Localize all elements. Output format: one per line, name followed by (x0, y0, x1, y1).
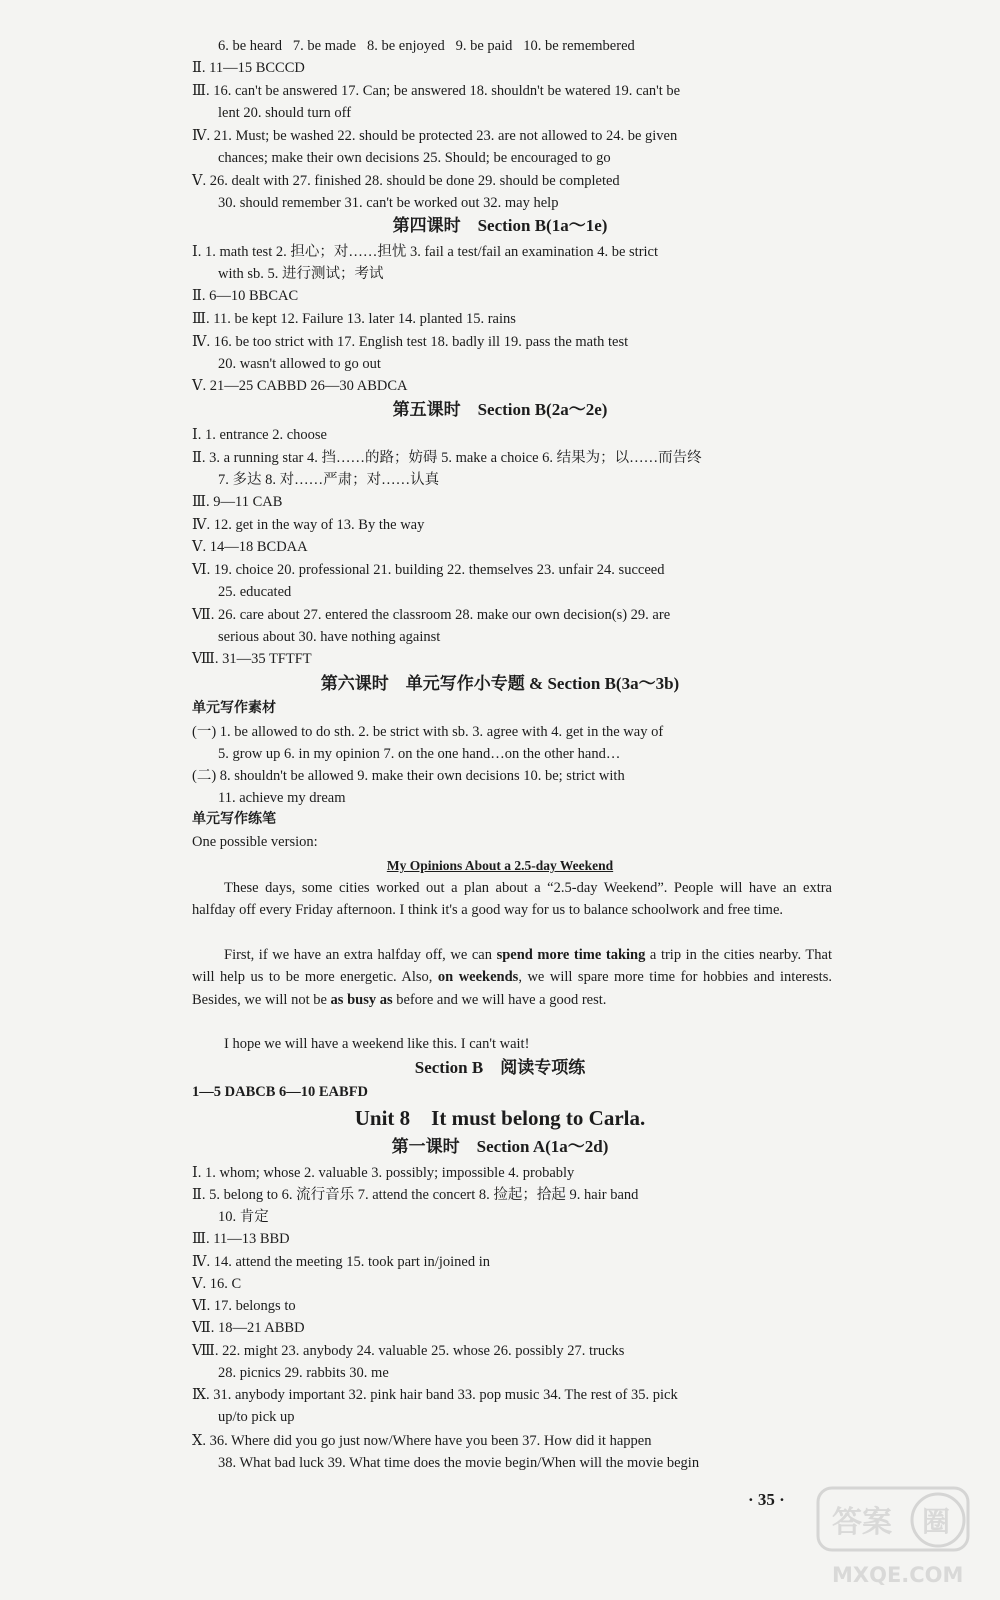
answer-line: Ⅵ. 19. choice 20. professional 21. building 22. themselves 23. unfair 24. succeed (192, 562, 665, 578)
svg-text:MXQE.COM: MXQE.COM (832, 1563, 964, 1587)
section-heading: 第四课时 Section B(1a～1e) (392, 216, 608, 235)
answer-line: 30. should remember 31. can't be worked out 32. may help (218, 195, 559, 211)
answer-line: Ⅴ. 16. C (192, 1276, 242, 1292)
unit-title: Unit 8 It must belong to Carla. (354, 1106, 646, 1130)
answer-line: Ⅳ. 12. get in the way of 13. By the way (192, 517, 425, 533)
watermark-icon (812, 1482, 982, 1592)
answer-line: Ⅷ. 31—35 TFTFT (192, 651, 312, 667)
watermark-logo (812, 1482, 982, 1592)
answer-line: Ⅲ. 11—13 BBD (192, 1231, 290, 1247)
answer-line: 1—5 DABCB 6—10 EABFD (192, 1084, 369, 1100)
essay-title: My Opinions About a 2.5-day Weekend (386, 858, 614, 873)
answer-line: Ⅰ. 1. whom; whose 2. valuable 3. possibly; impossible 4. probably (192, 1165, 575, 1181)
answer-line: Ⅱ. 3. a running star 4. 挡……的路；妨碍 5. make a choice 6. 结果为；以……而告终 (192, 450, 702, 466)
answer-line: One possible version: (192, 834, 318, 850)
answer-line: 11. achieve my dream (218, 790, 346, 806)
answer-line: up/to pick up (218, 1409, 295, 1425)
answer-line: 38. What bad luck 39. What time does the movie begin/When will the movie begin (218, 1455, 700, 1471)
answer-line: Ⅴ. 26. dealt with 27. finished 28. should be done 29. should be completed (192, 173, 620, 189)
answer-line: Ⅷ. 22. might 23. anybody 24. valuable 25. whose 26. possibly 27. trucks (192, 1343, 625, 1359)
answer-line: Ⅰ. 1. math test 2. 担心；对……担忧 3. fail a test/fail an examination 4. be strict (192, 244, 659, 260)
answer-line: Ⅳ. 21. Must; be washed 22. should be protected 23. are not allowed to 24. be given (192, 128, 678, 144)
answer-line: Ⅴ. 14—18 BCDAA (192, 539, 308, 555)
answer-line: Ⅹ. 36. Where did you go just now/Where have you been 37. How did it happen (192, 1433, 652, 1449)
answer-line: (二) 8. shouldn't be allowed 9. make their own decisions 10. be; strict with (192, 768, 625, 784)
answer-line: Ⅲ. 11. be kept 12. Failure 13. later 14. planted 15. rains (192, 311, 516, 327)
section-heading: 第一课时 Section A(1a～2d) (391, 1137, 609, 1156)
answer-line: Ⅱ. 11—15 BCCCD (192, 60, 305, 76)
answer-line: Ⅴ. 21—25 CABBD 26—30 ABDCA (192, 378, 408, 394)
answer-line: Ⅱ. 5. belong to 6. 流行音乐 7. attend the concert 8. 捡起；拾起 9. hair band (192, 1187, 639, 1203)
answer-line: 25. educated (218, 584, 292, 600)
answer-line: 5. grow up 6. in my opinion 7. on the one hand…on the other hand… (218, 746, 621, 762)
answer-line: Ⅳ. 16. be too strict with 17. English test 18. badly ill 19. pass the math test (192, 334, 629, 350)
answer-line: 7. 多达 8. 对……严肃；对……认真 (218, 472, 440, 488)
answer-line: Ⅸ. 31. anybody important 32. pink hair band 33. pop music 34. The rest of 35. pick (192, 1387, 678, 1403)
essay-paragraph: First, if we have an extra halfday off, we can spend more time taking a trip in the cities nearby. That will help us to be more energetic. Also, on weekends, we will spare more time for hobbies and interests. Besides, we will not be as busy as before and we will have a good rest. (192, 947, 832, 1008)
answer-line: 6. be heard 7. be made 8. be enjoyed 9. be paid 10. be remembered (218, 38, 635, 54)
answer-line: Ⅳ. 14. attend the meeting 15. took part in/joined in (192, 1254, 490, 1270)
svg-text:圈: 圈 (922, 1505, 951, 1538)
answer-line: Ⅲ. 16. can't be answered 17. Can; be answered 18. shouldn't be watered 19. can't be (192, 83, 681, 99)
answer-line: Ⅶ. 26. care about 27. entered the classroom 28. make our own decision(s) 29. are (192, 607, 671, 623)
answer-line: 20. wasn't allowed to go out (218, 356, 381, 372)
answer-line: (一) 1. be allowed to do sth. 2. be strict with sb. 3. agree with 4. get in the way of (192, 724, 664, 740)
answer-line: lent 20. should turn off (218, 105, 352, 121)
svg-text:答案: 答案 (832, 1505, 892, 1540)
essay-paragraph: I hope we will have a weekend like this. I can't wait! (224, 1036, 530, 1052)
subheading: 单元写作练笔 (192, 812, 276, 827)
answer-line: chances; make their own decisions 25. Should; be encouraged to go (218, 150, 611, 166)
answer-line: Ⅰ. 1. entrance 2. choose (192, 427, 327, 443)
section-heading: 第六课时 单元写作小专题 & Section B(3a～3b) (320, 674, 680, 693)
answer-line: serious about 30. have nothing against (218, 629, 441, 645)
answer-line: Ⅱ. 6—10 BBCAC (192, 288, 299, 304)
section-heading: Section B 阅读专项练 (414, 1058, 586, 1077)
answer-line: with sb. 5. 进行测试；考试 (218, 266, 384, 282)
answer-line: 28. picnics 29. rabbits 30. me (218, 1365, 389, 1381)
answer-line: Ⅵ. 17. belongs to (192, 1298, 296, 1314)
answer-line: 10. 肯定 (218, 1209, 269, 1225)
answer-line: Ⅶ. 18—21 ABBD (192, 1320, 305, 1336)
subheading: 单元写作素材 (192, 701, 276, 716)
section-heading: 第五课时 Section B(2a～2e) (392, 400, 608, 419)
page-number: · 35 · (748, 1490, 785, 1509)
essay-paragraph: These days, some cities worked out a plan about a “2.5-day Weekend”. People will have an extra halfday off every Friday afternoon. I think it's a good way for us to balance schoolwork and free time. (192, 880, 832, 919)
answer-line: Ⅲ. 9—11 CAB (192, 494, 283, 510)
